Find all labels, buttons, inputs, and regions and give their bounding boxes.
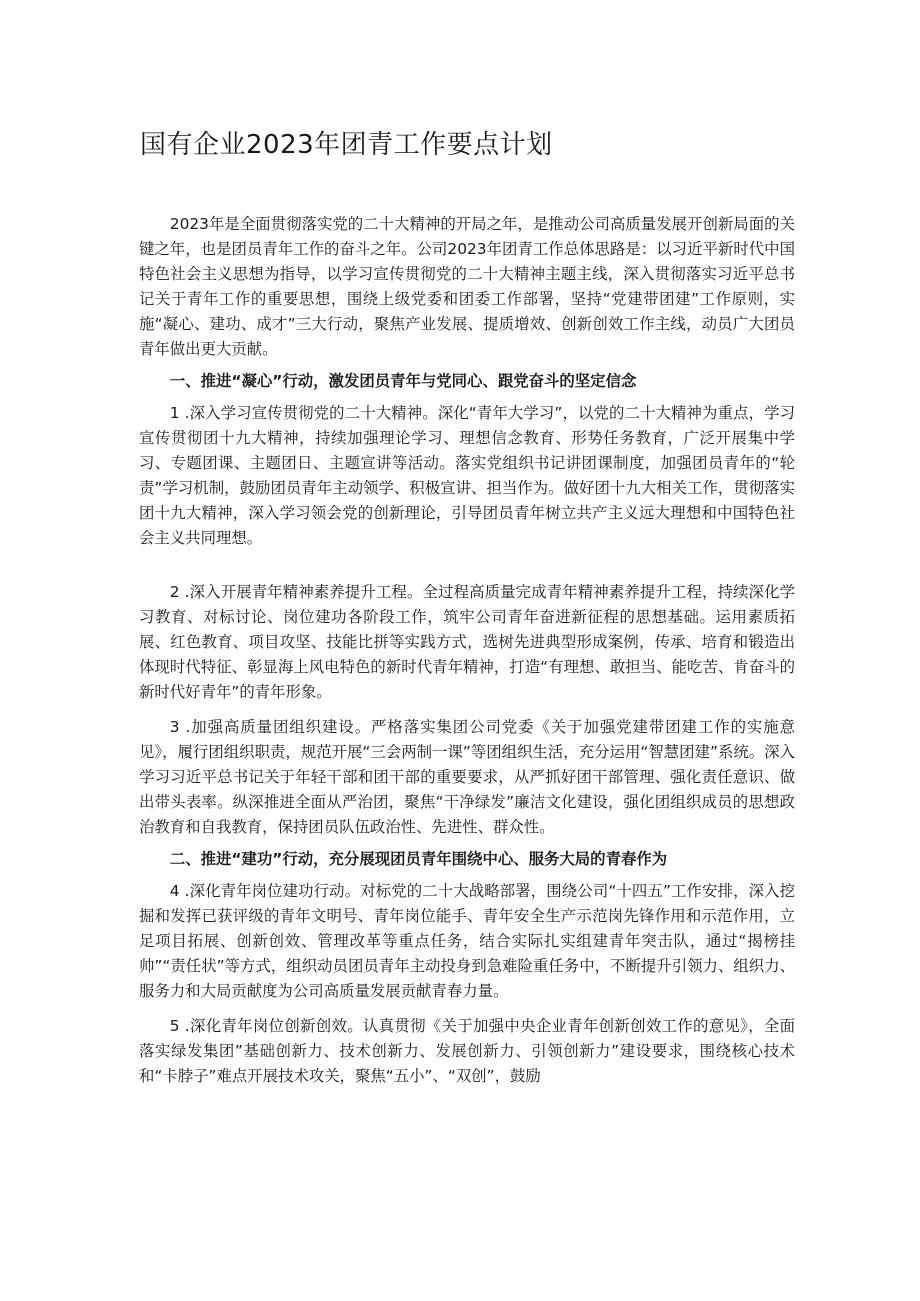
item-paragraph-4: 4 .深化青年岗位建功行动。对标党的二十大战略部署，围绕公司“十四五”工作安排，深入挖掘和发挥已获评级的青年文明号、青年岗位能手、青年安全生产示范岗先锋作用和示范作用，立足项目拓展、创新创效、管理改革等重点任务，结合实际扎实组建青年突击队，通过“揭榜挂帅”“责任状”等方式，组织动员团员青年主动投身到急难险重任务中，不断提升引领力、组织力、服务力和大局贡献度为公司高质量发展贡献青春力量。: [139, 882, 795, 1000]
section-heading-2: 二、推进“建功”行动，充分展现团员青年围绕中心、服务大局的青春作为: [169, 850, 668, 868]
item-paragraph-5: 5 .深化青年岗位创新创效。认真贯彻《关于加强中央企业青年创新创效工作的意见》，全面落实绿发集团”基础创新力、技术创新力、发展创新力、引领创新力”建设要求，围绕核心技术和“卡脖子”难点开展技术攻关，聚焦“五小”、“双创”，鼓励: [139, 1017, 795, 1085]
item-paragraph-2: 2 .深入开展青年精神素养提升工程。全过程高质量完成青年精神素养提升工程，持续深化学习教育、对标讨论、岗位建功各阶段工作，筑牢公司青年奋进新征程的思想基础。运用素质拓展、红色教育、项目攻坚、技能比拼等实践方式，选树先进典型形成案例，传承、培育和锻造出体现时代特征、彰显海上风电特色的新时代青年精神，打造“有理想、敢担当、能吃苦、肯奋斗的新时代好青年”的青年形象。: [139, 583, 795, 701]
intro-paragraph: 2023年是全面贯彻落实党的二十大精神的开局之年，是推动公司高质量发展开创新局面的关键之年，也是团员青年工作的奋斗之年。公司2023年团青工作总体思路是：以习近平新时代中国特色社会主义思想为指导，以学习宣传贯彻党的二十大精神主题主线，深入贯彻落实习近平总书记关于青年工作的重要思想，围绕上级党委和团委工作部署，坚持“党建带团建”工作原则，实施“凝心、建功、成才”三大行动，聚焦产业发展、提质增效、创新创效工作主线，动员广大团员青年做出更大贡献。: [139, 215, 795, 358]
document-body: [139, 212, 795, 1089]
section-heading-1: 一、推进“凝心”行动，激发团员青年与党同心、跟党奋斗的坚定信念: [169, 372, 637, 390]
document-title: 国有企业2023年团青工作要点计划: [140, 130, 553, 160]
item-paragraph-3: 3 .加强高质量团组织建设。严格落实集团公司党委《关于加强党建带团建工作的实施意见》，履行团组织职责，规范开展“三会两制一课”等团组织生活，充分运用“智慧团建”系统。深入学习习近平总书记关于年轻干部和团干部的重要要求，从严抓好团干部管理、强化责任意识、做出带头表率。纵深推进全面从严治团，聚焦“干净绿发”廉洁文化建设，强化团组织成员的思想政治教育和自我教育，保持团员队伍政治性、先进性、群众性。: [139, 718, 795, 836]
item-paragraph-1: 1 .深入学习宣传贯彻党的二十大精神。深化“青年大学习”，以党的二十大精神为重点，学习宣传贯彻团十九大精神，持续加强理论学习、理想信念教育、形势任务教育，广泛开展集中学习、专题团课、主题团日、主题宣讲等活动。落实党组织书记讲团课制度，加强团员青年的“轮责”学习机制，鼓励团员青年主动领学、积极宣讲、担当作为。做好团十九大相关工作，贯彻落实团十九大精神，深入学习领会党的创新理论，引导团员青年树立共产主义远大理想和中国特色社会主义共同理想。: [139, 404, 795, 547]
